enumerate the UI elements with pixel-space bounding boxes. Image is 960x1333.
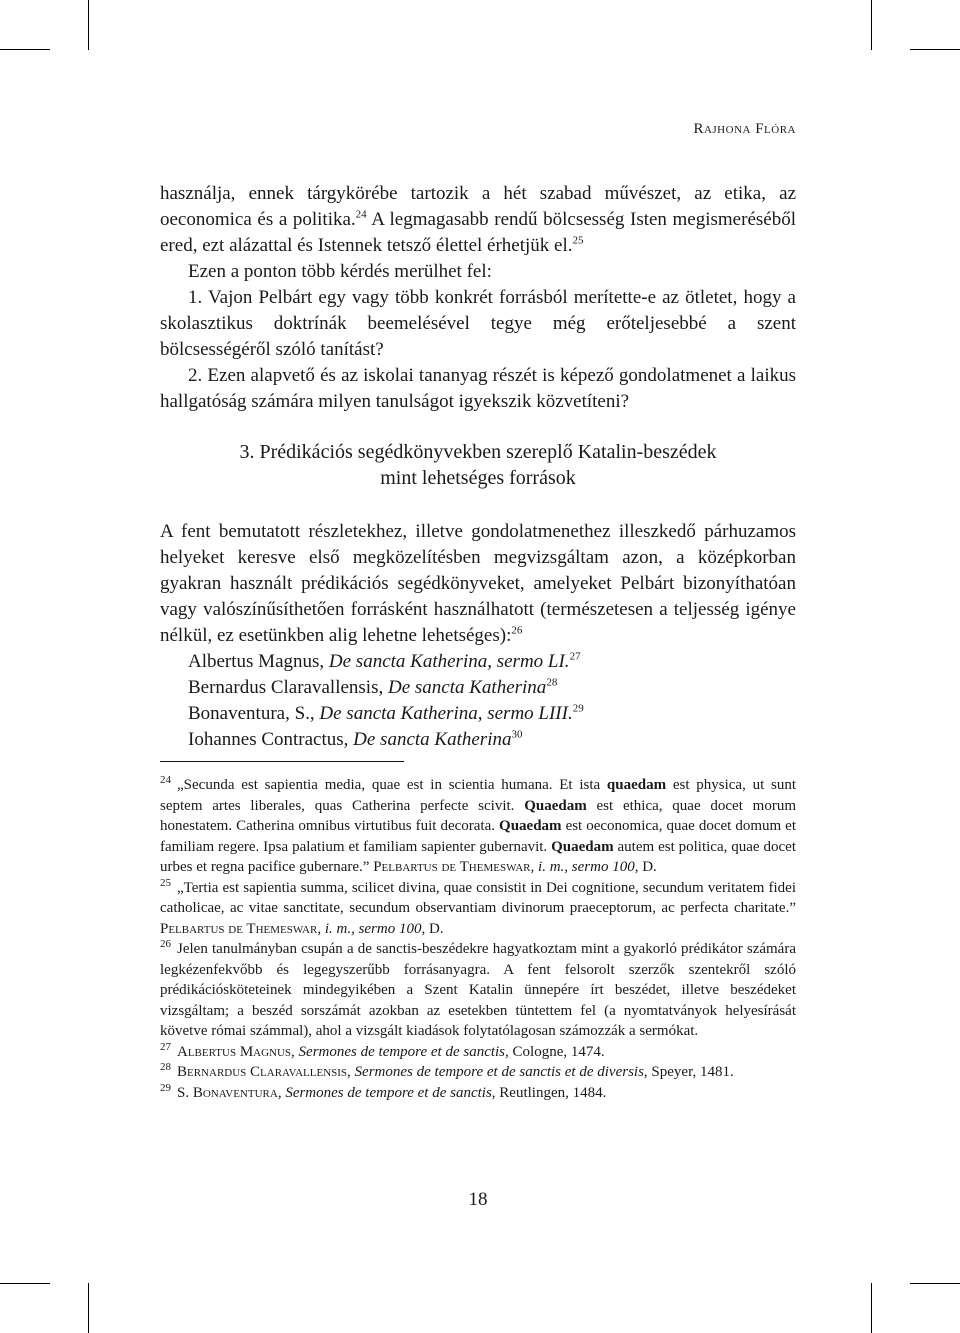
text-span: autem est politica, quae docet urbes et regna pacifice gubernare.” <box>160 838 796 875</box>
citation-title: , i. m., sermo 100 <box>317 920 422 937</box>
footnote-27: $^{27}$ Albertus Magnus, Sermones de tempore et de sanctis, Cologne, 1474. <box>160 1040 605 1060</box>
citation-title: Sermones de tempore et de sanctis <box>298 1043 506 1060</box>
text-span: est oeconomica, quae docet domum et familiam regere. Ipsa palatium et familiam sapienter gubernavit. <box>160 818 796 855</box>
crop-mark <box>88 0 89 50</box>
citation-author: Pelbartus de Themeswar <box>373 859 531 875</box>
source-title: De sancta Katherina, sermo LIII. <box>319 703 573 724</box>
heading-line: 3. Prédikációs segédkönyvekben szereplő Katalin-beszédek <box>239 441 717 463</box>
footnote-number: 29 <box>160 1081 171 1094</box>
footnote-number: 27 <box>160 1040 171 1053</box>
footnotes <box>160 775 796 1103</box>
footnote-29: $^{29}$ S. Bonaventura, Sermones de tempore et de sanctis, Reutlingen, 1484. <box>160 1081 607 1101</box>
running-head: Rajhona Flóra <box>693 121 796 137</box>
question-text: Ezen alapvető és az iskolai tananyag részét is képező gondolatmenet a laikus hallgatóság számára milyen tanulságot igyekszik közvetíteni? <box>160 365 796 412</box>
question-number: 1. <box>188 287 203 308</box>
question-text: Vajon Pelbárt egy vagy több konkrét forrásból merítette-e az ötletet, hogy a skolasztikus doktrínák beemelésével tegye még erőteljesebbé a szent bölcsességéről szóló tanítást? <box>160 287 796 360</box>
footnote-number: 25 <box>160 876 171 889</box>
source-author: Bonaventura, S., <box>188 703 320 724</box>
source-title: De sancta Katherina <box>387 677 547 698</box>
bold-term: Quaedam <box>499 818 562 834</box>
text-span: Jelen tanulmányban csupán a de sanctis-beszédekre hagyatkoztam mint a gyakorló prédikátor számára legkézenfekvőbb és legegyszerűbb forrásanyagra. A fent felsorolt szerzők szentekről szóló prédikációsköteteinek mindegyikében a Szent Katalin ünnepére írt beszédet, illetve beszédeket vizsgáltam; a beszéd sorszámát azokban az esetekben tüntettem fel (a nyomtatványok helyesírását követve római számmal), ahol a vizsgált kiadások folytatólagosan számozzák a sermókat. <box>160 941 796 1039</box>
question-2 <box>160 363 796 415</box>
footnote-rule <box>160 761 404 762</box>
footnote-number: 26 <box>160 938 171 950</box>
text-span: A legmagasabb rendű bölcsesség Isten megismeréséből ered, ezt alázattal és Istennek tetsző élettel érhetjük el. <box>160 209 796 256</box>
source-item <box>160 701 796 727</box>
text-span: est physica, ut sunt septem artes liberales, quas Catherina perfecte scivit. <box>160 777 797 814</box>
citation-author: Albertus Magnus <box>177 1043 292 1060</box>
paragraph <box>160 519 796 649</box>
text-span: , D. <box>421 920 444 937</box>
heading-line: mint lehetséges források <box>380 467 576 489</box>
text-span: , D. <box>634 859 657 875</box>
text-span: est ethica, quae docet morum honestatem. Catherina omnibus virtutibus fuit decorata. <box>160 797 796 834</box>
footnote-ref: 26 <box>511 624 523 637</box>
footnote-ref: 28 <box>546 676 558 689</box>
text-span: , Speyer, 1481. <box>643 1064 734 1080</box>
text-span: A fent bemutatott részletekhez, illetve gondolatmenethez illeszkedő párhuzamos helyeket keresve első megközelítésben megvizsgáltam azon, a középkorban gyakran használt prédikációs segédkönyveket, amelyeket Pelbárt bizonyíthatóan vagy valószínűsíthetően forrásként használhatott (természetesen a teljesség igénye nélkül, ez esetünkben alig lehetne lehetséges): <box>160 521 796 646</box>
citation-title: Sermones de tempore et de sanctis et de diversis <box>354 1064 644 1080</box>
source-item <box>160 675 796 701</box>
question-number: 2. <box>188 365 203 386</box>
text-span: használja, ennek tárgykörébe tartozik a hét szabad művészet, az etika, az oeconomica és a politika. <box>160 183 796 230</box>
footnote-28: $^{28}$ Bernardus Claravallensis, Sermones de tempore et de sanctis et de diversis, Speyer, 1481. <box>160 1061 734 1080</box>
crop-mark <box>88 1283 89 1333</box>
text-span: , Reutlingen, 1484. <box>491 1084 607 1101</box>
crop-mark <box>871 1283 872 1333</box>
footnote-26 <box>160 939 796 1042</box>
footnote-ref: 29 <box>572 702 584 715</box>
crop-mark <box>0 1283 50 1284</box>
source-author: Albertus Magnus, <box>188 651 329 672</box>
source-title: De sancta Katherina, sermo LI. <box>328 651 570 672</box>
page <box>160 0 796 1333</box>
citation-author: Bernardus Claravallensis <box>177 1064 348 1080</box>
source-item <box>160 727 796 753</box>
text-span: „Secunda est sapientia media, quae est in scientia humana. Et ista <box>177 777 607 793</box>
body-text <box>160 181 796 753</box>
footnote-25 <box>160 878 796 940</box>
footnote-ref: 30 <box>511 728 523 741</box>
section-heading <box>160 439 796 491</box>
bold-term: quaedam <box>606 777 667 793</box>
text-span: , Cologne, 1474. <box>505 1043 605 1060</box>
footnote-24 <box>160 775 796 878</box>
crop-mark <box>910 1283 960 1284</box>
crop-mark <box>910 49 960 50</box>
citation-author: Pelbartus de Themeswar <box>160 920 318 937</box>
citation-title: Sermones de tempore et de sanctis <box>285 1084 492 1101</box>
bold-term: Quaedam <box>551 838 614 855</box>
crop-mark <box>871 0 872 50</box>
footnote-number: 28 <box>160 1061 171 1073</box>
source-item <box>160 649 796 675</box>
citation-title: , i. m., sermo 100 <box>530 859 635 875</box>
footnote-ref: 24 <box>355 208 367 221</box>
source-author: Bernardus Claravallensis, <box>188 677 388 698</box>
footnote-number: 24 <box>160 774 171 786</box>
bold-term: Quaedam <box>524 797 587 814</box>
paragraph <box>160 181 796 259</box>
question-1 <box>160 285 796 363</box>
footnote-ref: 27 <box>569 650 581 663</box>
footnote-ref: 25 <box>572 234 584 247</box>
text-span: „Tertia est sapientia summa, scilicet divina, quae consistit in Dei cognitione, secundum veritatem fidei catholicae, ac vitae sanctitate, secundum observantiam divinorum praeceptorum, ac perfecta charitate.” <box>160 879 796 916</box>
page-number: 18 <box>468 1189 488 1210</box>
paragraph: Ezen a ponton több kérdés merülhet fel: <box>188 261 492 282</box>
crop-mark <box>0 49 50 50</box>
source-author: Iohannes Contractus, <box>188 729 354 750</box>
source-title: De sancta Katherina <box>353 729 512 750</box>
citation-author: S. Bonaventura <box>177 1084 278 1101</box>
